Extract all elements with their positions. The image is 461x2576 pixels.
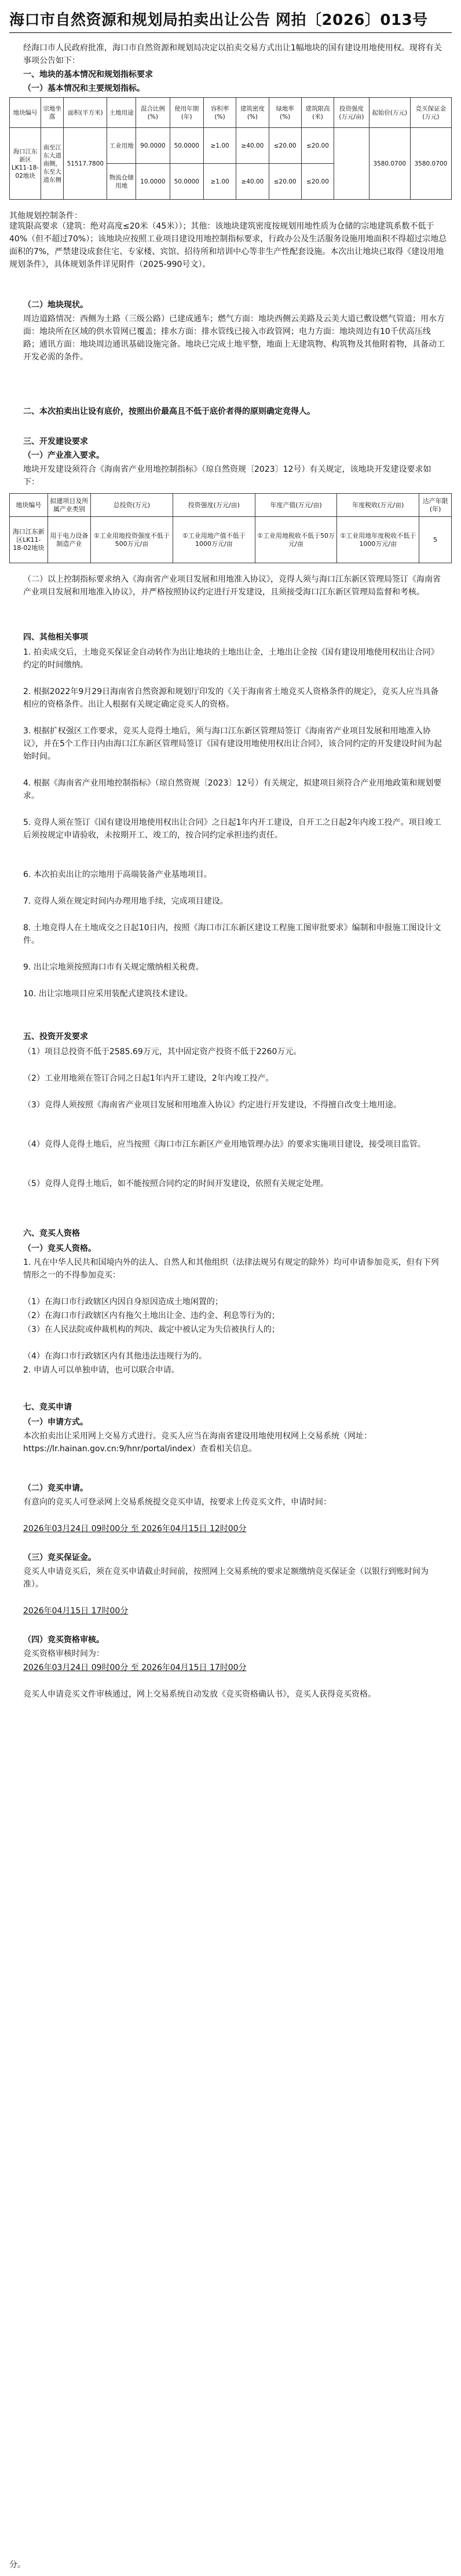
qual-heading: 六、竞买人资格 [23, 1229, 80, 1238]
industry-table [9, 493, 452, 563]
ending-fragment: 分。 [9, 2560, 25, 2570]
apply-time: 2026年03月24日 09时00分 至 2026年04月15日 12时00分 [23, 1524, 247, 1533]
th-location: 宗地坐落 [41, 98, 64, 128]
th-green: 绿地率(%) [269, 98, 301, 128]
qual-item-2: （1）在海口市行政辖区内因自身原因造成土地闲置的； [23, 1297, 223, 1307]
table-row [10, 517, 452, 563]
cell-green1: ≤20.00 [269, 128, 301, 164]
cell-far1: ≥1.00 [203, 128, 236, 164]
rule-8: 8. 土地竞得人在土地成交之日起10日内，按照《海口市江东新区建设工程施工图审批要求》编制和申报施工图设计文件。 [23, 923, 441, 945]
th2-code: 地块编号 [10, 494, 48, 517]
section1-sub2: （二）地块现状。 [23, 300, 88, 310]
rule-5: 5. 竞得人须在签订《国有建设用地使用权出让合同》之日起1年内开工建设，自开工之日起2年内竣工投产。项目竣工后须按规定申请验收，未按期开工、竣工的，按合同约定承担违约责任。 [23, 818, 441, 840]
th2-total: 总投资(万元) [91, 494, 173, 517]
cell-density1: ≥40.00 [236, 128, 269, 164]
section7-sub: （一）申请方式。 [23, 1418, 88, 1427]
cell-invest [334, 128, 369, 200]
section1-heading: 一、地块的基本情况和规划指标要求 [23, 70, 153, 79]
cell-green2: ≤20.00 [269, 164, 301, 200]
th2-output: 年度产值(万元/亩) [255, 494, 336, 517]
qual-item-3: （2）在海口市行政辖区内有拖欠土地出让金、违约金、利息等行为的； [23, 1311, 280, 1320]
th-invest: 投资强度(万元/亩) [334, 98, 369, 128]
cell-use2: 物流仓储用地 [107, 164, 136, 200]
section7-text3: 竞买人申请竞买后，须在竞买申请截止时间前，按照网上交易系统的要求足额缴纳竞买保证金（以银行到账时间为准）。 [23, 1567, 429, 1589]
review-time: 2026年03月24日 09时00分 至 2026年04月15日 17时00分 [23, 1663, 247, 1672]
table-row [10, 128, 452, 164]
qual-item-4: （3）在人民法院或仲裁机构的判决、裁定中被认定为失信被执行人的； [23, 1325, 280, 1334]
page-title: 海口市自然资源和规划局拍卖出让公告 网拍〔2026〕013号 [9, 12, 428, 29]
section3-heading: 三、开发建设要求 [23, 437, 88, 446]
rule-10: 10. 出让宗地项目应采用装配式建筑技术建设。 [23, 989, 193, 999]
section7-heading: 七、竞买申请 [23, 1403, 72, 1412]
cell2-industry: 用于电力设备制造产业 [47, 517, 90, 563]
th-far: 容积率(%) [203, 98, 236, 128]
rule-9: 9. 出让宗地须按照海口市有关规定缴纳相关税费。 [23, 963, 204, 972]
section3-sub: （一）产业准入要求。 [23, 451, 104, 460]
th2-industry: 拟建项目及所属产业类别 [47, 494, 90, 517]
fin-item-2: （2）工业用地须在签订合同之日起1年内开工建设，2年内竣工投产。 [23, 1074, 274, 1083]
table-header-row [10, 98, 452, 128]
section7-text4: 竞买资格审核时间为： [23, 1649, 104, 1658]
cell-density2: ≥40.00 [236, 164, 269, 200]
deposit-time: 2026年04月15日 17时00分 [23, 1606, 129, 1616]
section7-text: 本次拍卖出让采用网上交易方式进行。竞买人应当在海南省建设用地使用权网上交易系统（网址：https://lr.hainan.gov.cn:9/hnr/portal/index）查看相关信息。 [23, 1432, 372, 1454]
cell-years1: 50.0000 [170, 128, 203, 164]
th2-strength: 投资强度(万元/亩) [173, 494, 255, 517]
section3-text2: （二）以上控制指标要求纳入《海南省产业项目发展和用地准入协议》，竞得人须与海口江东新区管理局签订《海南省产业项目发展和用地准入协议》，并严格按照协议约定进行开发建设，且须接受海口江东新区管理局监督和考核。 [23, 575, 441, 597]
th-height: 建筑限高(米) [301, 98, 334, 128]
rule-6: 6. 本次拍卖出让的宗地用于高端装备产业基地项目。 [23, 870, 212, 879]
section7-text2: 有意向的竞买人可登录网上交易系统提交竞买申请，按要求上传竞买文件，申请时间： [23, 1498, 331, 1507]
fin-heading: 五、投资开发要求 [23, 1032, 88, 1041]
table1-note-label: 其他规划控制条件： [9, 211, 82, 221]
fin-item-5: （5）竞得人竞得土地后，如不能按照合同约定的时间开发建设，依照有关规定处理。 [23, 1179, 328, 1188]
section7-sub3: （三）竞买保证金。 [23, 1553, 96, 1562]
th-years: 使用年期(年) [170, 98, 203, 128]
rule-2: 2. 根据2022年9月29日海南省自然资源和规划厅印发的《关于海南省土地竞买人资格条件的规定》，竞买人应当具备相应的资格条件。出让人根据有关规定确定竞买人的资格。 [23, 687, 439, 709]
cell-height2: ≤20.00 [301, 164, 334, 200]
qual-item-6: 2. 申请人可以单独申请，也可以联合申请。 [23, 1366, 180, 1375]
cell-code: 海口江东新区LK11-18-02地块 [10, 128, 41, 200]
fin-item-3: （3）竞得人须按照《海南省产业项目发展和用地准入协议》约定进行开发建设，不得擅自改变土地用途。 [23, 1100, 401, 1110]
rule-7: 7. 竞得人须在规定时间内办理用地手续，完成项目建设。 [23, 897, 228, 906]
cell-mix2: 10.0000 [136, 164, 170, 200]
cell-mix1: 90.0000 [136, 128, 170, 164]
table1-note: 建筑限高要求（建筑：绝对高度≤20米（45米））；其他：该地块建筑密度按规划用地性质为仓储的宗地建筑系数不低于40%（但不超过70%）；该地块应按照工业项目建设用地控制指标要求，行政办公及生活服务设施用地面积不得超过宗地总面积的7%，严禁建设成套住宅、专家楼、宾馆、招待所和培训中心等非生产性配套设施。本次出让地块已取得《建设用地规划条件》，具体规划条件详见附件（2025-990号文）。 [9, 222, 447, 269]
section3-text: 地块开发建设须符合《海南省产业用地控制指标》（琼自然资规〔2023〕12号）有关规定，该地块开发建设要求如下： [23, 465, 431, 487]
rule-1: 1. 拍卖成交后，土地竞买保证金自动转作为出让地块的土地出让金，土地出让金按《国有建设用地使用权出让合同》约定的时间缴纳。 [23, 648, 439, 670]
cell2-strength: ①工业用地产值不低于1000万元/亩 [173, 517, 255, 563]
th-start-price: 起始价(万元) [369, 98, 410, 128]
section7-text5: 竞买人申请竞买文件审核通过，网上交易系统自动发放《竞买资格确认书》，竞买人获得竞买资格。 [23, 1690, 376, 1699]
cell-start-price: 3580.0700 [369, 128, 410, 200]
qual-sub: （一）竞买人资格。 [23, 1244, 96, 1253]
rules-heading: 四、其他相关事项 [23, 633, 88, 642]
land-status-paragraph: 周边道路情况：西侧为土路（三级公路）已建成通车；燃气方面：地块西侧云美路及云美大道已敷设燃气管道；用水方面：地块所在区域的供水管网已覆盖；排水方面：排水管线已接入市政管网；电力方面：地块周边有10千伏高压线路；通讯方面：地块周边通讯基础设施完备。地块已完成土地平整，地面上无建筑物、构筑物及其他附着物，具备动工开发必需的条件。 [23, 314, 445, 362]
fin-item-4: （4）竞得人竞得土地后，应当按照《海口市江东新区产业用地管理办法》的要求实施项目建设，接受项目监管。 [23, 1140, 426, 1149]
th-density: 建筑密度(%) [236, 98, 269, 128]
section7-sub2: （二）竞买申请。 [23, 1484, 88, 1493]
cell2-tax: ①工业用地年度税收不低于1000万元/亩 [337, 517, 419, 563]
th2-tax: 年度税收(万元/亩) [337, 494, 419, 517]
cell-years2: 50.0000 [170, 164, 203, 200]
cell-area: 51517.7800 [64, 128, 107, 200]
section7-sub4: （四）竞买资格审核。 [23, 1635, 104, 1645]
cell-location: 南至江东大道南侧，东至大道东侧 [41, 128, 64, 200]
table-header-row [10, 494, 452, 517]
cell2-years: 5 [419, 517, 452, 563]
section2-heading: 二、本次拍卖出让设有底价，按照出价最高且不低于底价者得的原则确定竞得人。 [23, 407, 315, 416]
th-area: 面积(平方米) [64, 98, 107, 128]
cell2-total: ①工业用地投资强度不低于500万元/亩 [91, 517, 173, 563]
cell-far2: ≥1.00 [203, 164, 236, 200]
qual-item-1: 1. 凡在中华人民共和国境内外的法人、自然人和其他组织（法律法规另有规定的除外）均可申请参加竞买，但有下列情形之一的不得参加竞买： [23, 1258, 439, 1280]
section1-sub: （一）基本情况和主要规划指标。 [23, 84, 145, 93]
fin-item-1: （1）项目总投资不低于2585.69万元，其中固定资产投资不低于2260万元。 [23, 1047, 302, 1056]
intro-paragraph: 经海口市人民政府批准，海口市自然资源和规划局决定以拍卖交易方式出让1幅地块的国有建设用地使用权。现将有关事项公告如下： [23, 43, 442, 65]
cell2-output: ①工业用地税收不低于50万元/亩 [255, 517, 336, 563]
th-use: 土地用途 [107, 98, 136, 128]
cell2-code: 海口江东新区LK11-18-02地块 [10, 517, 48, 563]
cell-height1: ≤20.00 [301, 128, 334, 164]
rule-3: 3. 根据扩权强区工作要求，竞买人竞得土地后，须与海口江东新区管理局签订《海南省产业项目发展和用地准入协议》，并在5个工作日内由海口江东新区管理局签订《国有建设用地使用权出让合同》，该合同约定的开发建设时间为起始时间。 [23, 726, 442, 761]
rule-4: 4. 根据《海南省产业用地控制指标》（琼自然资规〔2023〕12号）有关规定，拟建项目须符合产业用地政策和规划要求。 [23, 779, 442, 801]
land-basic-table [9, 97, 452, 200]
qual-item-5: （4）在海口市行政辖区内有其他违法违规行为的。 [23, 1352, 207, 1361]
cell-use1: 工业用地 [107, 128, 136, 164]
th-mix: 混合比例(%) [136, 98, 170, 128]
cell-deposit: 3580.0700 [410, 128, 451, 200]
title-divider [9, 32, 452, 33]
th-code: 地块编号 [10, 98, 41, 128]
th2-years: 达产年限(年) [419, 494, 452, 517]
th-deposit: 竞买保证金(万元) [410, 98, 451, 128]
